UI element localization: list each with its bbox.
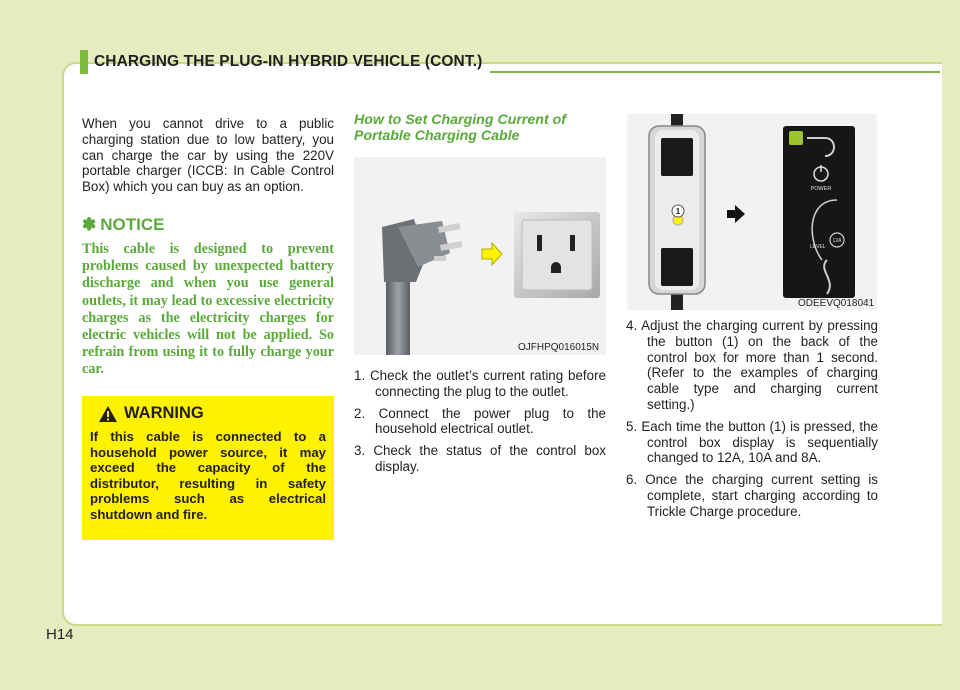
plug-outlet-illustration: [354, 157, 606, 355]
step-item: [626, 419, 878, 466]
step-number: 4.: [626, 318, 638, 333]
step-item: [626, 318, 878, 413]
image1-code: OJFHPQ016015N: [518, 342, 600, 353]
step-text: Check the status of the control box display.: [373, 443, 606, 474]
section-header: [80, 50, 940, 74]
current-label: 12A: [832, 238, 842, 244]
warning-title: WARNING: [124, 404, 204, 422]
level-label: LEVEL: [810, 244, 826, 250]
warning-box: [82, 396, 334, 540]
intro-paragraph: When you cannot drive to a public charging station due to low battery, you can charge the car by using the 220V portable charger (ICCB: In Cable Control Box) which you can buy as an option.: [82, 116, 334, 195]
step-number: 2.: [354, 405, 366, 421]
step-item: [354, 368, 606, 400]
image2-code: ODEEVQ018041: [798, 298, 875, 309]
control-box-illustration: [627, 114, 877, 310]
warning-heading: [98, 404, 326, 423]
control-box-image: [627, 114, 877, 310]
header-accent-bar: [80, 50, 88, 74]
header-rule: [490, 71, 940, 73]
step-number: 3.: [354, 443, 366, 459]
notice-mark-icon: ✽: [82, 214, 97, 234]
notice-heading: [82, 215, 334, 235]
step-item: [626, 472, 878, 519]
warning-triangle-icon: [98, 405, 118, 423]
step-text: Connect the power plug to the household electrical outlet.: [375, 405, 606, 437]
step-number: 1.: [354, 368, 366, 383]
step-number: 6.: [626, 472, 638, 488]
steps-list-b: [626, 318, 878, 526]
how-to-heading: How to Set Charging Current of Portable Charging Cable: [354, 112, 567, 144]
notice-body: This cable is designed to prevent problems caused by unexpected battery discharge and when you use general outlets, it may lead to excessive electricity charges as the electricity charges for electric vehicles will not be applied. So refrain from using it to fully charge your car.: [82, 240, 334, 378]
section-title: CHARGING THE PLUG-IN HYBRID VEHICLE (CONT.): [94, 53, 483, 70]
notice-title: NOTICE: [100, 214, 165, 234]
button-number-label: 1: [675, 207, 681, 216]
step-item: [354, 443, 606, 475]
step-item: [354, 406, 606, 438]
step-number: 5.: [626, 418, 638, 434]
warning-body: If this cable is connected to a household power source, it may exceed the capacity of the distributor, resulting in safety problems such as electrical shutdown and fire.: [90, 429, 326, 522]
page-number: H14: [46, 626, 74, 643]
step-text: Check the outlet’s current rating before connecting the plug to the outlet.: [370, 368, 606, 399]
steps-list-a: [354, 368, 606, 481]
step-text: Once the charging current setting is complete, start charging according to Trickle Charge procedure.: [645, 472, 878, 519]
step-text: Each time the button (1) is pressed, the control box display is sequentially changed to 12A, 10A and 8A.: [641, 418, 878, 466]
step-text: Adjust the charging current by pressing the button (1) on the back of the control box for more than 1 second. (Refer to the examples of charging cable type and charging current setting.): [641, 318, 878, 412]
left-column: [82, 116, 334, 379]
plug-and-outlet-image: [354, 157, 606, 355]
power-label: POWER: [810, 186, 832, 192]
